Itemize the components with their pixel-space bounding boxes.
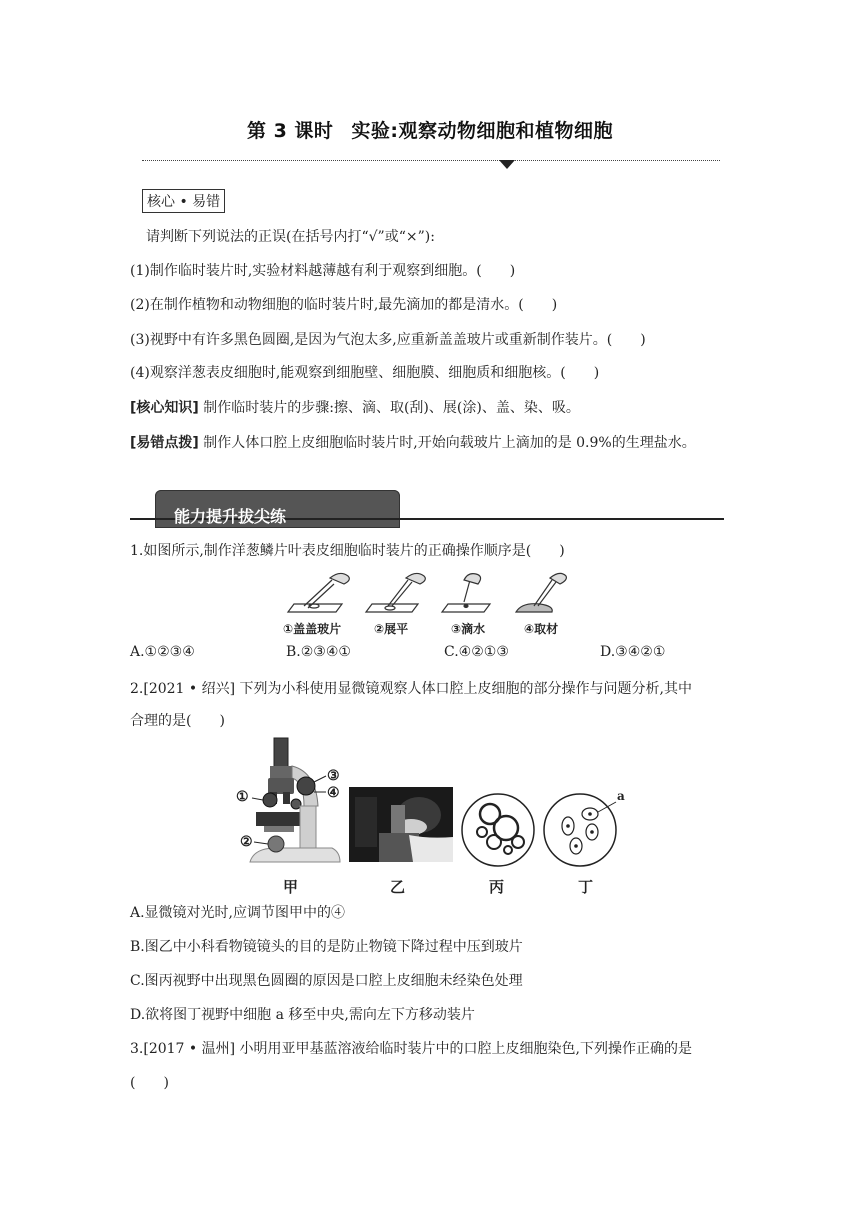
q1-option-d[interactable]: D.③④②① [600, 644, 666, 660]
q1-stem: 1.如图所示,制作洋葱鳞片叶表皮细胞临时装片的正确操作顺序是( ) [130, 543, 565, 559]
statement-1: (1)制作临时装片时,实验材料越薄越有利于观察到细胞。( ) [130, 263, 516, 279]
title-divider [142, 160, 720, 161]
q1-operation-figure [280, 568, 570, 618]
cell-field-view [542, 792, 632, 868]
q3-stem-line-2: ( ) [130, 1075, 169, 1091]
drop-water-illustration [442, 574, 490, 612]
fig-label-bing: 丙 [489, 878, 505, 896]
q1-option-b[interactable]: B.②③④① [286, 644, 351, 660]
q2-option-a[interactable]: A.显微镜对光时,应调节图甲中的④ [130, 905, 346, 921]
q1-caption-3: ③滴水 [451, 622, 486, 636]
instruction: 请判断下列说法的正误(在括号内打“√”或“×”): [146, 229, 435, 245]
q2-stem-line-1: 2.[2021 • 绍兴] 下列为小科使用显微镜观察人体口腔上皮细胞的部分操作与问题分析,其中 [130, 681, 692, 697]
statement-4: (4)观察洋葱表皮细胞时,能观察到细胞壁、细胞膜、细胞质和细胞核。( ) [130, 365, 600, 381]
divider-triangle-icon [499, 160, 515, 169]
lesson-number: 第 3 课时 [246, 120, 334, 142]
q2-stem-line-2: 合理的是( ) [130, 713, 225, 729]
core-tag: 核心 • 易错 [142, 189, 225, 213]
q2-option-d[interactable]: D.欲将图丁视野中细胞 a 移至中央,需向左下方移动装片 [130, 1007, 475, 1023]
q1-caption-4: ④取材 [524, 622, 559, 636]
fig-label-jia: 甲 [283, 878, 299, 896]
mistake-tip-text: 制作人体口腔上皮细胞临时装片时,开始向载玻片上滴加的是 0.9%的生理盐水。 [203, 435, 696, 451]
cover-slip-illustration [288, 573, 349, 612]
q2-option-b[interactable]: B.图乙中小科看物镜镜头的目的是防止物镜下降过程中压到玻片 [130, 939, 523, 955]
statement-2: (2)在制作植物和动物细胞的临时装片时,最先滴加的都是清水。( ) [130, 297, 558, 313]
bubble-field-view [460, 792, 536, 868]
fig-label-yi: 乙 [390, 878, 406, 896]
part-label-4: ④ [327, 785, 340, 801]
part-label-2: ② [240, 834, 253, 850]
q1-option-a[interactable]: A.①②③④ [130, 644, 195, 660]
q1-option-c[interactable]: C.④②①③ [444, 644, 509, 660]
core-knowledge [130, 397, 580, 417]
statement-3: (3)视野中有许多黑色圆圈,是因为气泡太多,应重新盖盖玻片或重新制作装片。( ) [130, 332, 646, 348]
flatten-illustration [366, 573, 425, 612]
student-photo [349, 787, 453, 862]
q2-option-c[interactable]: C.图丙视野中出现黑色圆圈的原因是口腔上皮细胞未经染色处理 [130, 973, 523, 989]
page-title [0, 116, 860, 143]
q3-stem-line-1: 3.[2017 • 温州] 小明用亚甲基蓝溶液给临时装片中的口腔上皮细胞染色,下列操作正确的是 [130, 1041, 692, 1057]
q1-caption-1: ①盖盖玻片 [283, 622, 342, 636]
take-material-illustration [516, 573, 566, 612]
lesson-title: 实验:观察动物细胞和植物细胞 [351, 120, 614, 142]
mistake-tip [130, 432, 696, 452]
fig-label-ding: 丁 [578, 878, 594, 896]
section-title: 能力提升拔尖练 [174, 507, 287, 526]
part-label-3: ③ [327, 768, 340, 784]
core-knowledge-text: 制作临时装片的步骤:擦、滴、取(刮)、展(涂)、盖、染、吸。 [203, 400, 580, 416]
core-knowledge-label: [核心知识] [130, 400, 199, 416]
mistake-tip-label: [易错点拨] [130, 435, 199, 451]
q1-caption-2: ②展平 [374, 622, 409, 636]
cell-a-label: a [617, 789, 625, 803]
part-label-1: ① [236, 789, 249, 805]
